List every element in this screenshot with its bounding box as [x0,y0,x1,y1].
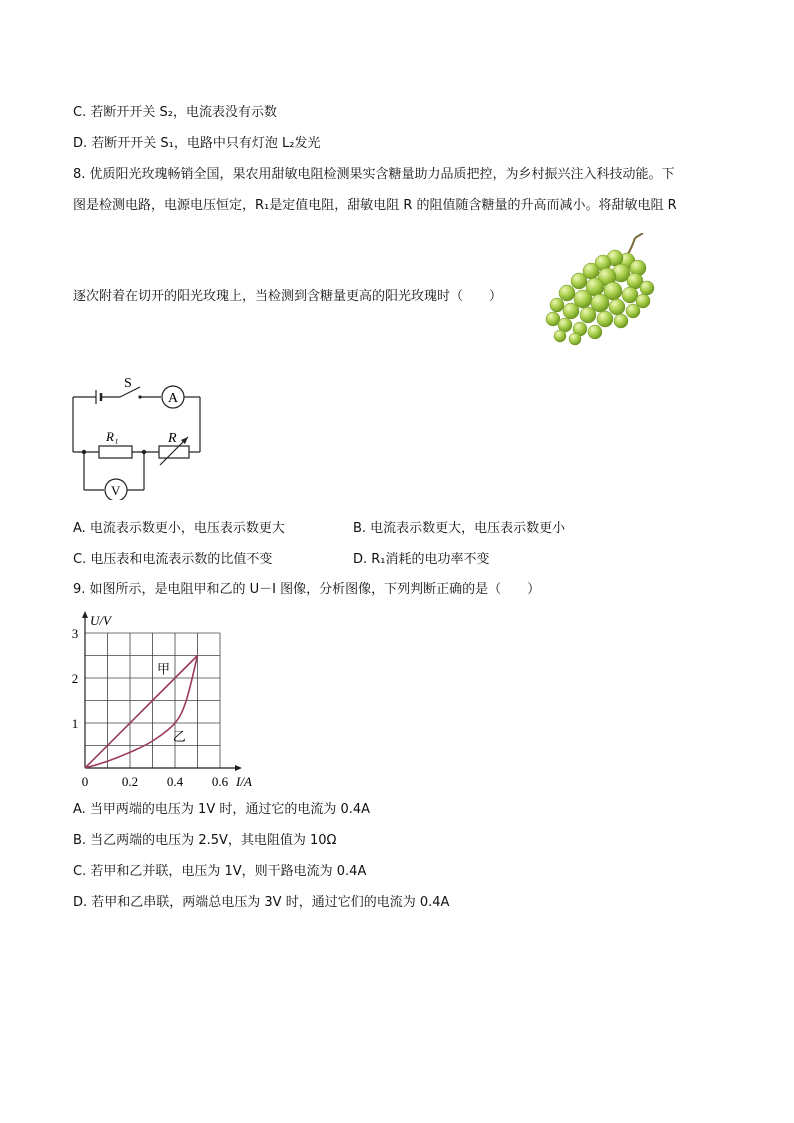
series-yi-label: 乙 [172,729,186,744]
q8-option-c: C. 电压表和电流表示数的比值不变 [73,552,273,567]
chart-labels [72,613,252,789]
x-tick-label: 0.2 [121,774,139,789]
x-axis-arrow [235,765,242,771]
x-tick-label: 0.6 [211,774,229,789]
junction-dot [82,450,86,454]
r1-resistor [99,446,132,458]
y-tick-label: 3 [71,626,79,641]
switch-label: S [124,376,132,391]
r1-label: R₁ [106,429,119,444]
u-i-graph [55,605,270,795]
y-tick-label: 1 [71,716,79,731]
voltmeter-label: V [111,483,121,498]
x-tick-label: 0 [81,774,89,789]
q9-stem: 9. 如图所示，是电阻甲和乙的 U－I 图像，分析图像，下列判断正确的是（ ） [73,582,541,597]
grape-image [535,233,660,348]
q9-option-b: B. 当乙两端的电压为 2.5V，其电阻值为 10Ω [73,833,337,848]
q8-stem-line1: 8. 优质阳光玫瑰畅销全国，果农用甜敏电阻检测果实含糖量助力品质把控，为乡村振兴注入科技动能。下 [73,167,675,182]
x-axis-label: I/A [236,774,252,789]
q9-option-c: C. 若甲和乙并联，电压为 1V，则干路电流为 0.4A [73,864,367,879]
chart-series [85,656,198,769]
y-axis-label: U/V [90,613,111,628]
q8-option-a: A. 电流表示数更小，电压表示数更大 [73,521,285,536]
series-jia-label: 甲 [157,661,171,677]
q8-option-b: B. 电流表示数更大，电压表示数更小 [353,521,566,536]
ammeter-label: A [168,391,179,406]
x-tick-label: 0.4 [166,774,184,789]
q9-option-a: A. 当甲两端的电压为 1V 时，通过它的电流为 0.4A [73,802,371,817]
r-label: R [168,431,177,446]
q8-option-d: D. R₁消耗的电功率不变 [353,552,490,567]
series-jia-line [85,656,198,769]
q9-option-d: D. 若甲和乙串联，两端总电压为 3V 时，通过它们的电流为 0.4A [73,895,450,910]
q8-stem-line3: 逐次附着在切开的阳光玫瑰上，当检测到含糖量更高的阳光玫瑰时（ ） [73,289,503,304]
y-tick-label: 2 [71,671,79,686]
junction-dot [142,450,146,454]
r-sweet-sensitive-resistor [159,446,189,458]
circuit-diagram [60,370,220,500]
q7-option-c: C. 若断开开关 S₂，电流表没有示数 [73,105,277,120]
q7-option-d: D. 若断开开关 S₁，电路中只有灯泡 L₂发光 [73,136,321,151]
y-axis-arrow [82,611,88,618]
q8-stem-line2: 图是检测电路，电源电压恒定，R₁是定值电阻，甜敏电阻 R 的阻值随含糖量的升高而减小。将甜敏电阻 R [73,198,677,213]
